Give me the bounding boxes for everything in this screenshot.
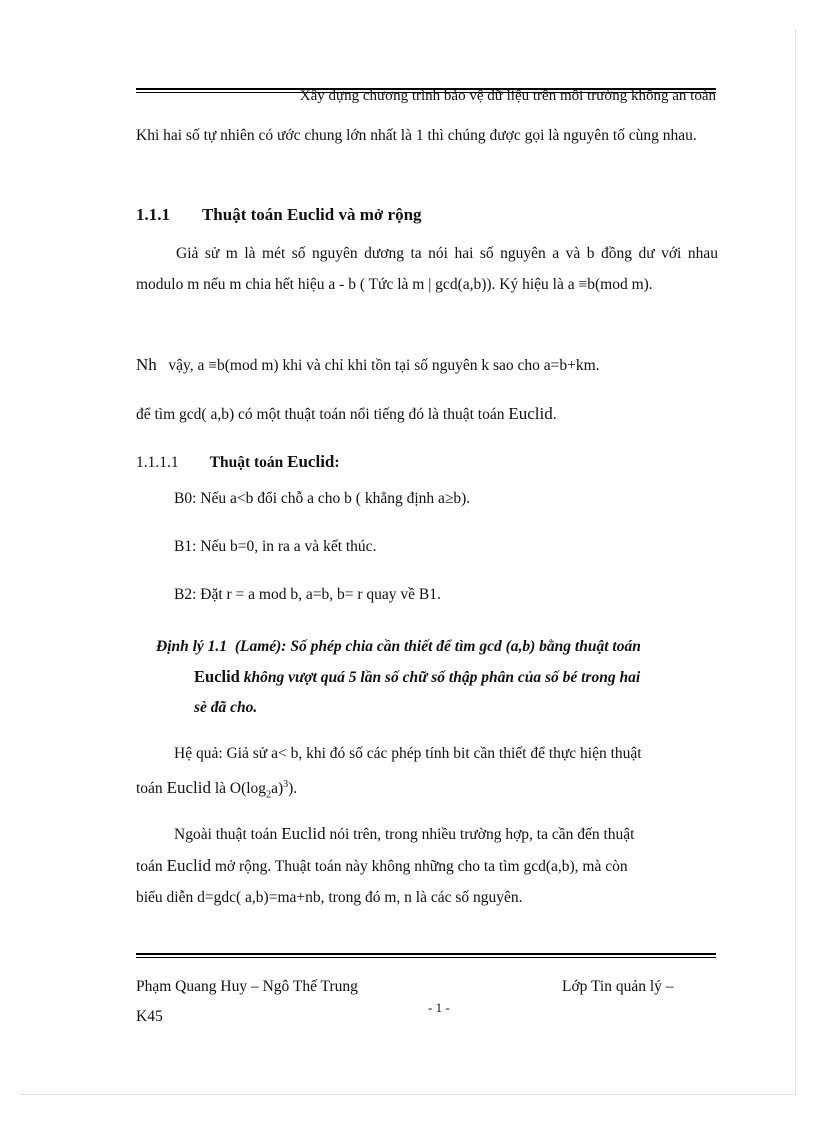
corollary-complexity-2: a) bbox=[271, 780, 284, 798]
corollary-sub: 2 bbox=[266, 789, 272, 801]
extended-t5: biểu diễn d=gdc( a,b)=ma+nb, trong đó m, n là các số nguyên. bbox=[136, 889, 523, 906]
corollary-toan: toán bbox=[136, 780, 163, 798]
section-number: 1.1.1 bbox=[136, 205, 170, 224]
corollary-paragraph bbox=[136, 738, 718, 810]
theorem-line1: (Lamé): Số phép chia cần thiết để tìm gcd (a,b) bằng thuật toán bbox=[234, 638, 641, 655]
subsection-heading bbox=[136, 452, 340, 472]
page-border-right bbox=[795, 30, 796, 1094]
lead-word: Nh bbox=[136, 355, 157, 374]
congruence-paragraph: Giả sử m là mét số nguyên dương ta nói hai số nguyên a và b đồng dư với nhau modulo m nếu m chia hết hiệu a - b ( Tức là m | gcd(a,b)). Ký hiệu là a ≡b(mod m). bbox=[136, 245, 718, 293]
corollary-complexity-3: ). bbox=[288, 780, 298, 798]
step-b1: B1: Nếu b=0, in ra a và kết thúc. bbox=[174, 538, 377, 555]
extended-euclid-1: Euclid bbox=[281, 824, 326, 843]
gcd-intro-euclid: Euclid bbox=[508, 404, 553, 423]
footer-page-number: - 1 - bbox=[428, 1000, 450, 1015]
step-b2: B2: Đặt r = a mod b, a=b, b= r quay về B1. bbox=[174, 586, 441, 603]
extended-t4: mở rộng. Thuật toán này không những cho ta tìm gcd(a,b), mà còn bbox=[214, 858, 628, 875]
corollary-sup: 3 bbox=[283, 779, 289, 790]
congruence-rest: vậy, a ≡b(mod m) khi và chỉ khi tồn tại số nguyên k sao cho a=b+km. bbox=[168, 357, 600, 374]
corollary-complexity: là O(log bbox=[214, 780, 267, 798]
header-title: Xây dựng chương trình bảo vệ dữ liệu trên môi trường không an toàn bbox=[299, 88, 716, 104]
intro-paragraph: Khi hai số tự nhiên có ước chung lớn nhất là 1 thì chúng được gọi là nguyên tố cùng nhau. bbox=[136, 127, 697, 144]
congruence-statement bbox=[136, 349, 718, 381]
subsection-title: Thuật toán bbox=[209, 454, 284, 471]
subsection-euclid: Euclid bbox=[287, 452, 335, 471]
extended-paragraph bbox=[136, 818, 718, 913]
gcd-intro-end: . bbox=[552, 406, 557, 423]
page-border-bottom bbox=[20, 1094, 796, 1095]
theorem-line3: sè đã cho. bbox=[194, 699, 258, 716]
theorem-euclid: Euclid bbox=[194, 667, 240, 686]
extended-t2: nói trên, trong nhiều trường hợp, ta cần đến thuật bbox=[329, 826, 635, 843]
step-b0: B0: Nếu a<b đổi chỗ a cho b ( khẳng định a≥b). bbox=[174, 490, 471, 507]
section-title-suffix: và mở rộng bbox=[338, 205, 422, 224]
theorem-block bbox=[156, 632, 718, 723]
subsection-colon: : bbox=[334, 454, 340, 471]
corollary-line1: Hệ quả: Giả sử a< b, khi đó số các phép tính bit cần thiết để thực hiện thuật bbox=[174, 745, 642, 762]
theorem-label: Định lý 1.1 bbox=[156, 638, 228, 655]
section-heading bbox=[136, 205, 422, 225]
footer-rule bbox=[136, 953, 716, 958]
footer-class-name: Lớp Tin quản lý – bbox=[562, 978, 674, 995]
section-title-euclid: Euclid bbox=[286, 205, 335, 224]
footer-class-code: K45 bbox=[136, 1008, 163, 1025]
extended-t1: Ngoài thuật toán bbox=[174, 826, 278, 843]
footer-authors: Phạm Quang Huy – Ngô Thế Trung bbox=[136, 978, 358, 995]
gcd-intro bbox=[136, 398, 718, 430]
theorem-line2: không vượt quá 5 lần số chữ số thập phân của số bé trong hai bbox=[243, 669, 641, 686]
extended-euclid-2: Euclid bbox=[166, 856, 211, 875]
extended-t3: toán bbox=[136, 858, 163, 875]
corollary-euclid: Euclid bbox=[166, 778, 211, 798]
subsection-number: 1.1.1.1 bbox=[136, 454, 179, 471]
gcd-intro-text: để tìm gcd( a,b) có một thuật toán nổi tiếng đó là thuật toán bbox=[136, 406, 505, 423]
section-title-prefix: Thuật toán bbox=[201, 205, 283, 224]
